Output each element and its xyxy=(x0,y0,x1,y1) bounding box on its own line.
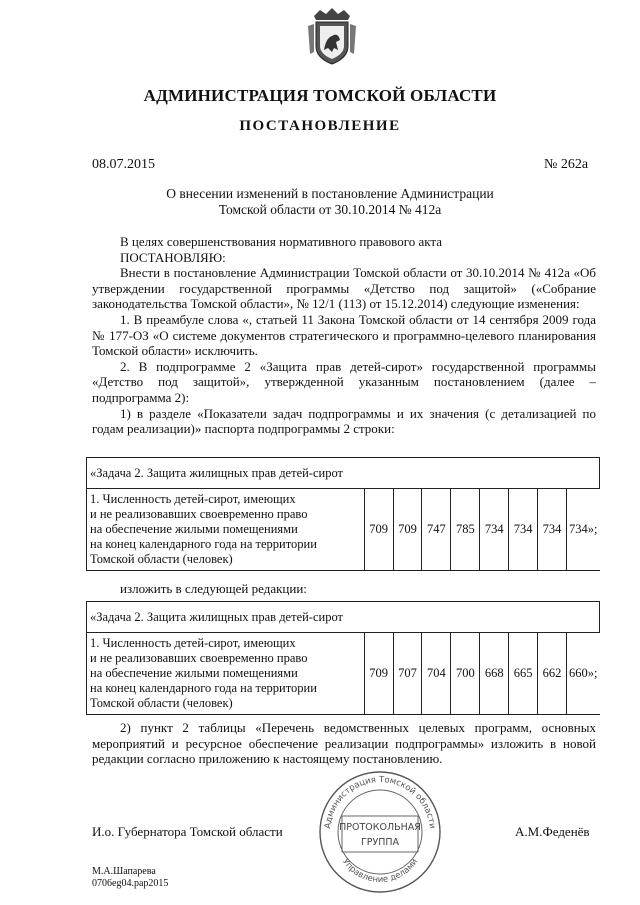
table-row xyxy=(87,458,600,489)
table-cell-task: «Задача 2. Защита жилищных прав детей-сирот xyxy=(87,458,600,489)
paragraph: 1. В преамбуле слова «, статьей 11 Закона Томской области от 14 сентября 2009 года № 177-ОЗ «О системе документов стратегического и программно-целевого планирования Томской области» исключить. xyxy=(92,311,596,359)
paragraph: ПОСТАНОВЛЯЮ: xyxy=(120,249,226,265)
table-row xyxy=(87,489,600,571)
indicator-line: на конец календарного года на территории xyxy=(90,537,317,551)
table-cell-value: 700 xyxy=(451,633,480,715)
subject-line: О внесении изменений в постановление Администрации xyxy=(166,186,494,201)
stamp-center-line: ГРУППА xyxy=(360,837,400,848)
table-cell-value: 660»; xyxy=(566,633,599,715)
signatory-name: А.М.Феденёв xyxy=(515,824,590,839)
executor-name: М.А.Шапарева xyxy=(92,866,156,877)
table-cell-value: 665 xyxy=(509,633,538,715)
table-cell-value: 709 xyxy=(364,633,393,715)
paragraph: 2) пункт 2 таблицы «Перечень ведомственных целевых программ, основных мероприятий и ресурсное обеспечение реализации подпрограммы» изложить в новой редакции согласно приложению к настоящему постановлению. xyxy=(92,720,596,767)
table-cell-value: 747 xyxy=(422,489,451,571)
document-subject xyxy=(120,186,540,218)
official-stamp xyxy=(316,768,444,896)
subject-line: Томской области от 30.10.2014 № 412а xyxy=(218,202,442,217)
indicator-line: на обеспечение жилыми помещениями xyxy=(90,522,298,536)
table-cell-value: 668 xyxy=(480,633,509,715)
indicators-table-new xyxy=(86,601,600,715)
table-cell-value: 662 xyxy=(538,633,567,715)
stamp-ring-text: Администрация Томской области xyxy=(323,774,437,830)
document-type: ПОСТАНОВЛЕНИЕ xyxy=(239,118,401,134)
indicator-line: на обеспечение жилыми помещениями xyxy=(90,666,298,680)
indicator-line: на конец календарного года на территории xyxy=(90,681,317,695)
table-cell-value: 734 xyxy=(509,489,538,571)
table-cell-indicator xyxy=(87,633,365,715)
document-date: 08.07.2015 xyxy=(92,157,155,172)
indicator-line: Томской области (человек) xyxy=(90,552,233,566)
table-cell-indicator xyxy=(87,489,365,571)
table-row xyxy=(87,633,600,715)
stamp-bottom-text: Управление делами xyxy=(339,856,421,886)
table-cell-value: 734 xyxy=(538,489,567,571)
svg-text:Управление делами xyxy=(340,857,420,885)
indicator-line: и не реализовавших своевременно право xyxy=(90,651,308,665)
document-number: № 262а xyxy=(544,157,589,172)
table-cell-value: 707 xyxy=(393,633,422,715)
executor-info xyxy=(92,866,168,890)
indicator-line: 1. Численность детей-сирот, имеющих xyxy=(90,636,296,650)
table-cell-value: 704 xyxy=(422,633,451,715)
table-cell-task: «Задача 2. Защита жилищных прав детей-сирот xyxy=(87,602,600,633)
table-cell-value: 734 xyxy=(480,489,509,571)
table-cell-value: 709 xyxy=(364,489,393,571)
paragraph: 2. В подпрограмме 2 «Защита прав детей-сирот» государственной программы «Детство под защитой», утвержденной указанным постановлением (далее – подпрограмма 2): xyxy=(92,358,596,405)
body-text-top xyxy=(92,234,596,437)
stamp-center-line: ПРОТОКОЛЬНАЯ xyxy=(339,822,421,833)
indicator-line: Томской области (человек) xyxy=(90,696,233,710)
paragraph: В целях совершенствования нормативного правового акта xyxy=(120,234,443,249)
table-cell-value: 785 xyxy=(451,489,480,571)
paragraph: Внести в постановление Администрации Томской области от 30.10.2014 № 412а «Об утверждении государственной программы «Детство под защитой» («Собрание законодательства Томской области», № 12/1 (113) от 15.12.2014) следующие изменения: xyxy=(92,265,596,312)
paragraph: изложить в следующей редакции: xyxy=(120,581,307,596)
paragraph: 1) в разделе «Показатели задач подпрограммы и их значения (с детализацией по годам реализации)» паспорта подпрограммы 2 строки: xyxy=(92,405,596,437)
coat-of-arms-icon xyxy=(306,2,358,66)
table-row xyxy=(87,602,600,633)
table-cell-value: 734»; xyxy=(566,489,599,571)
indicator-line: и не реализовавших своевременно право xyxy=(90,507,308,521)
executor-file: 0706eg04.pap2015 xyxy=(92,878,169,889)
signatory-position: И.о. Губернатора Томской области xyxy=(92,824,283,839)
table-cell-value: 709 xyxy=(393,489,422,571)
organization-title: АДМИНИСТРАЦИЯ ТОМСКОЙ ОБЛАСТИ xyxy=(143,86,497,105)
body-text-bottom xyxy=(92,720,596,767)
indicator-line: 1. Численность детей-сирот, имеющих xyxy=(90,492,296,506)
indicators-table-old xyxy=(86,457,600,571)
